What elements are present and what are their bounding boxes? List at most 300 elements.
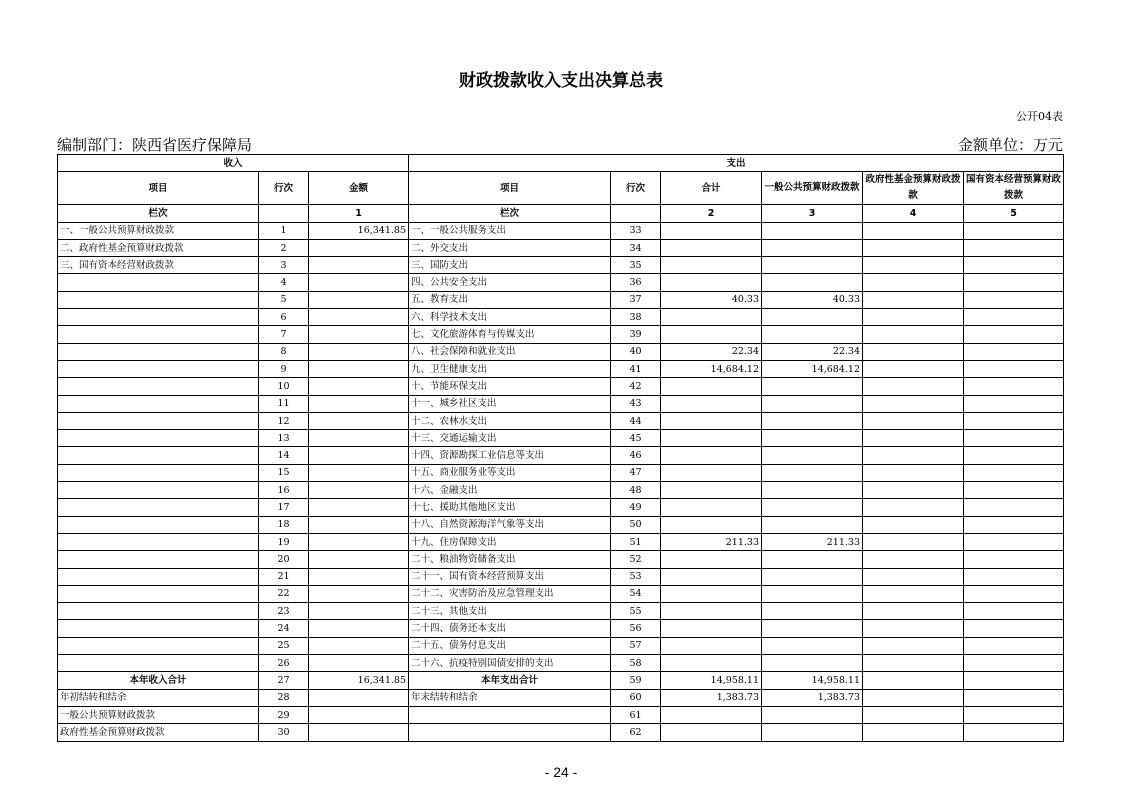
income-amount	[309, 551, 409, 568]
expense-state-capital	[964, 603, 1064, 620]
col-label: 栏次	[58, 205, 259, 222]
expense-item: 二十四、债务还本支出	[409, 620, 611, 637]
income-amount	[309, 447, 409, 464]
expense-gov-fund	[863, 585, 964, 602]
income-item	[58, 499, 259, 516]
expense-gov-fund	[863, 551, 964, 568]
table-row	[58, 585, 1064, 602]
income-row-no: 12	[259, 412, 309, 429]
income-row-no: 30	[259, 724, 309, 741]
income-item	[58, 309, 259, 326]
table-row	[58, 378, 1064, 395]
table-row	[58, 239, 1064, 256]
expense-total	[661, 222, 762, 239]
header-row-2	[58, 172, 1064, 205]
income-amount	[309, 499, 409, 516]
expense-item: 十四、资源勘探工业信息等支出	[409, 447, 611, 464]
expense-state-capital	[964, 620, 1064, 637]
income-row-no: 16	[259, 482, 309, 499]
expense-state-capital	[964, 291, 1064, 308]
expense-total	[661, 706, 762, 723]
expense-item: 七、文化旅游体育与传媒支出	[409, 326, 611, 343]
expense-row-no: 41	[611, 360, 661, 377]
expense-row-no: 42	[611, 378, 661, 395]
income-item	[58, 447, 259, 464]
expense-row-no: 60	[611, 689, 661, 706]
expense-row-no: 50	[611, 516, 661, 533]
income-row-no: 20	[259, 551, 309, 568]
expense-gov-fund	[863, 257, 964, 274]
income-row-no: 18	[259, 516, 309, 533]
expense-general	[762, 395, 863, 412]
expense-row-no: 47	[611, 464, 661, 481]
expense-row-no: 51	[611, 533, 661, 550]
expense-state-capital	[964, 689, 1064, 706]
expense-gov-fund	[863, 620, 964, 637]
income-row-no: 27	[259, 672, 309, 689]
unit-label: 金额单位：万元	[957, 136, 1063, 154]
expense-general: 211.33	[762, 533, 863, 550]
expense-item: 三、国防支出	[409, 257, 611, 274]
table-row	[58, 360, 1064, 377]
expense-gov-fund	[863, 482, 964, 499]
expense-row-no: 57	[611, 637, 661, 654]
income-amount	[309, 274, 409, 291]
expense-general	[762, 239, 863, 256]
income-row-no: 22	[259, 585, 309, 602]
expense-total	[661, 637, 762, 654]
expense-item: 十五、商业服务业等支出	[409, 464, 611, 481]
income-item: 二、政府性基金预算财政拨款	[58, 239, 259, 256]
expense-item: 二十五、债务付息支出	[409, 637, 611, 654]
income-row-no: 25	[259, 637, 309, 654]
expense-row-no: 52	[611, 551, 661, 568]
table-row	[58, 603, 1064, 620]
expense-item	[409, 724, 611, 741]
expense-state-capital	[964, 637, 1064, 654]
table-row	[58, 222, 1064, 239]
expense-item	[409, 706, 611, 723]
total-header: 合计	[661, 172, 762, 205]
expense-general: 14,958.11	[762, 672, 863, 689]
expense-gov-fund	[863, 516, 964, 533]
expense-state-capital	[964, 378, 1064, 395]
expense-row-no: 54	[611, 585, 661, 602]
expense-general: 1,383.73	[762, 689, 863, 706]
income-item	[58, 326, 259, 343]
expense-row-no: 37	[611, 291, 661, 308]
expense-state-capital	[964, 655, 1064, 672]
income-row-no: 26	[259, 655, 309, 672]
table-row	[58, 447, 1064, 464]
general-budget-header: 一般公共预算财政拨款	[762, 172, 863, 205]
expense-total	[661, 412, 762, 429]
expense-item: 十一、城乡社区支出	[409, 395, 611, 412]
expense-state-capital	[964, 706, 1064, 723]
column-index-row	[58, 205, 1064, 222]
expense-item: 五、教育支出	[409, 291, 611, 308]
income-row-no: 14	[259, 447, 309, 464]
income-amount	[309, 326, 409, 343]
expense-general	[762, 499, 863, 516]
table-row	[58, 464, 1064, 481]
gov-fund-header: 政府性基金预算财政拨款	[863, 172, 964, 205]
expense-item: 十、节能环保支出	[409, 378, 611, 395]
expense-state-capital	[964, 222, 1064, 239]
item2-header: 项目	[409, 172, 611, 205]
expense-gov-fund	[863, 430, 964, 447]
expense-state-capital	[964, 257, 1064, 274]
expense-item: 四、公共安全支出	[409, 274, 611, 291]
income-amount	[309, 378, 409, 395]
item-header: 项目	[58, 172, 259, 205]
expense-item: 本年支出合计	[409, 672, 611, 689]
expense-general	[762, 724, 863, 741]
table-row	[58, 637, 1064, 654]
expense-gov-fund	[863, 603, 964, 620]
income-row-no: 3	[259, 257, 309, 274]
income-amount: 16,341.85	[309, 222, 409, 239]
income-row-no: 24	[259, 620, 309, 637]
org-label: 编制部门：陕西省医疗保障局	[57, 136, 253, 154]
expense-state-capital	[964, 360, 1064, 377]
expense-general	[762, 326, 863, 343]
expense-total	[661, 309, 762, 326]
income-item	[58, 637, 259, 654]
expense-row-no: 35	[611, 257, 661, 274]
income-amount	[309, 430, 409, 447]
expense-total	[661, 378, 762, 395]
expense-total: 40.33	[661, 291, 762, 308]
income-amount	[309, 724, 409, 741]
expense-general	[762, 222, 863, 239]
expense-general	[762, 412, 863, 429]
expense-state-capital	[964, 672, 1064, 689]
income-item	[58, 655, 259, 672]
income-row-no: 9	[259, 360, 309, 377]
income-item: 一般公共预算财政拨款	[58, 706, 259, 723]
expense-item: 二十二、灾害防治及应急管理支出	[409, 585, 611, 602]
income-row-no: 21	[259, 568, 309, 585]
income-item	[58, 430, 259, 447]
report-title: 财政拨款收入支出决算总表	[459, 71, 663, 91]
income-amount	[309, 585, 409, 602]
income-item	[58, 585, 259, 602]
expense-gov-fund	[863, 274, 964, 291]
income-row-no: 1	[259, 222, 309, 239]
table-row	[58, 568, 1064, 585]
expense-item: 十九、住房保障支出	[409, 533, 611, 550]
expense-state-capital	[964, 274, 1064, 291]
income-row-no: 2	[259, 239, 309, 256]
expense-row-no: 48	[611, 482, 661, 499]
expense-general	[762, 464, 863, 481]
table-row	[58, 412, 1064, 429]
expense-gov-fund	[863, 724, 964, 741]
income-item	[58, 378, 259, 395]
expense-general	[762, 603, 863, 620]
income-item	[58, 533, 259, 550]
expense-total	[661, 603, 762, 620]
income-amount	[309, 655, 409, 672]
expense-general	[762, 430, 863, 447]
expense-row-no: 53	[611, 568, 661, 585]
col-index-2: 2	[661, 205, 762, 222]
expense-state-capital	[964, 412, 1064, 429]
expense-general	[762, 655, 863, 672]
expense-state-capital	[964, 395, 1064, 412]
expense-general: 14,684.12	[762, 360, 863, 377]
expense-total	[661, 724, 762, 741]
income-item	[58, 603, 259, 620]
expense-total	[661, 430, 762, 447]
income-row-no: 19	[259, 533, 309, 550]
income-item	[58, 360, 259, 377]
expense-item: 十七、援助其他地区支出	[409, 499, 611, 516]
expense-gov-fund	[863, 447, 964, 464]
expense-item: 十三、交通运输支出	[409, 430, 611, 447]
expense-general	[762, 706, 863, 723]
expense-general: 40.33	[762, 291, 863, 308]
expense-item: 二十六、抗疫特别国债安排的支出	[409, 655, 611, 672]
row-no-header: 行次	[259, 172, 309, 205]
expense-state-capital	[964, 239, 1064, 256]
expense-state-capital	[964, 326, 1064, 343]
expense-general	[762, 309, 863, 326]
header-row-1	[58, 155, 1064, 172]
table-row	[58, 620, 1064, 637]
budget-table	[57, 154, 1064, 742]
income-amount	[309, 257, 409, 274]
expense-gov-fund	[863, 395, 964, 412]
expense-total	[661, 239, 762, 256]
table-row	[58, 291, 1064, 308]
table-row	[58, 533, 1064, 550]
expense-total	[661, 274, 762, 291]
expense-gov-fund	[863, 672, 964, 689]
expense-gov-fund	[863, 309, 964, 326]
expense-general	[762, 551, 863, 568]
expense-row-no: 39	[611, 326, 661, 343]
expense-row-no: 34	[611, 239, 661, 256]
expense-state-capital	[964, 533, 1064, 550]
expense-row-no: 44	[611, 412, 661, 429]
income-item: 三、国有资本经营财政拨款	[58, 257, 259, 274]
table-row	[58, 430, 1064, 447]
income-item	[58, 291, 259, 308]
table-row	[58, 343, 1064, 360]
income-item	[58, 274, 259, 291]
income-item	[58, 568, 259, 585]
expense-item: 二、外交支出	[409, 239, 611, 256]
expense-total: 14,958.11	[661, 672, 762, 689]
empty-cell	[259, 205, 309, 222]
report-meta	[57, 134, 1063, 154]
expense-row-no: 56	[611, 620, 661, 637]
expense-general	[762, 637, 863, 654]
table-row	[58, 326, 1064, 343]
expense-total	[661, 464, 762, 481]
expense-row-no: 43	[611, 395, 661, 412]
expense-general	[762, 620, 863, 637]
col-index-5: 5	[964, 205, 1064, 222]
expense-total	[661, 655, 762, 672]
expense-state-capital	[964, 568, 1064, 585]
income-item	[58, 620, 259, 637]
income-amount: 16,341.85	[309, 672, 409, 689]
expense-general	[762, 585, 863, 602]
income-amount	[309, 516, 409, 533]
income-amount	[309, 360, 409, 377]
income-row-no: 7	[259, 326, 309, 343]
income-row-no: 5	[259, 291, 309, 308]
expense-gov-fund	[863, 343, 964, 360]
income-amount	[309, 568, 409, 585]
expense-item: 二十三、其他支出	[409, 603, 611, 620]
form-code: 公开04表	[1016, 110, 1063, 123]
table-row	[58, 499, 1064, 516]
income-item	[58, 343, 259, 360]
expense-gov-fund	[863, 378, 964, 395]
expense-total: 1,383.73	[661, 689, 762, 706]
income-row-no: 13	[259, 430, 309, 447]
expense-gov-fund	[863, 360, 964, 377]
expense-general	[762, 447, 863, 464]
expense-total	[661, 551, 762, 568]
table-row	[58, 724, 1064, 741]
expense-row-no: 61	[611, 706, 661, 723]
expense-total: 211.33	[661, 533, 762, 550]
table-row	[58, 482, 1064, 499]
expense-row-no: 55	[611, 603, 661, 620]
income-amount	[309, 464, 409, 481]
expense-item: 六、科学技术支出	[409, 309, 611, 326]
income-item	[58, 482, 259, 499]
income-item: 年初结转和结余	[58, 689, 259, 706]
expense-total	[661, 585, 762, 602]
page-number: - 24 -	[544, 764, 578, 780]
income-amount	[309, 291, 409, 308]
expense-general: 22.34	[762, 343, 863, 360]
table-row	[58, 551, 1064, 568]
expense-general	[762, 257, 863, 274]
expense-gov-fund	[863, 706, 964, 723]
income-row-no: 23	[259, 603, 309, 620]
income-row-no: 17	[259, 499, 309, 516]
col-label-2: 栏次	[409, 205, 611, 222]
expense-row-no: 62	[611, 724, 661, 741]
expense-gov-fund	[863, 412, 964, 429]
income-header: 收入	[58, 155, 409, 172]
expense-row-no: 36	[611, 274, 661, 291]
income-row-no: 10	[259, 378, 309, 395]
expense-row-no: 46	[611, 447, 661, 464]
income-amount	[309, 620, 409, 637]
income-item	[58, 464, 259, 481]
expense-row-no: 49	[611, 499, 661, 516]
income-amount	[309, 309, 409, 326]
expense-state-capital	[964, 724, 1064, 741]
expense-general	[762, 516, 863, 533]
expense-gov-fund	[863, 533, 964, 550]
expense-total: 14,684.12	[661, 360, 762, 377]
col-index-4: 4	[863, 205, 964, 222]
state-capital-header: 国有资本经营预算财政拨款	[964, 172, 1064, 205]
table-row	[58, 274, 1064, 291]
income-row-no: 11	[259, 395, 309, 412]
income-amount	[309, 689, 409, 706]
amount-header: 金额	[309, 172, 409, 205]
expense-state-capital	[964, 551, 1064, 568]
income-row-no: 4	[259, 274, 309, 291]
expense-item: 十八、自然资源海洋气象等支出	[409, 516, 611, 533]
expense-total	[661, 395, 762, 412]
expense-total	[661, 499, 762, 516]
expense-item: 年末结转和结余	[409, 689, 611, 706]
expense-general	[762, 274, 863, 291]
income-amount	[309, 482, 409, 499]
empty-cell	[611, 205, 661, 222]
expense-state-capital	[964, 430, 1064, 447]
expense-general	[762, 378, 863, 395]
expense-total	[661, 326, 762, 343]
expense-gov-fund	[863, 499, 964, 516]
table-row	[58, 309, 1064, 326]
expense-gov-fund	[863, 637, 964, 654]
expense-total	[661, 447, 762, 464]
expense-gov-fund	[863, 655, 964, 672]
expense-total	[661, 516, 762, 533]
expense-gov-fund	[863, 689, 964, 706]
income-amount	[309, 533, 409, 550]
expense-gov-fund	[863, 222, 964, 239]
table-row	[58, 655, 1064, 672]
expense-row-no: 40	[611, 343, 661, 360]
expense-item: 二十、粮油物资储备支出	[409, 551, 611, 568]
expense-header: 支出	[409, 155, 1064, 172]
income-amount	[309, 395, 409, 412]
table-row	[58, 516, 1064, 533]
expense-item: 九、卫生健康支出	[409, 360, 611, 377]
expense-row-no: 38	[611, 309, 661, 326]
expense-item: 一、一般公共服务支出	[409, 222, 611, 239]
income-amount	[309, 603, 409, 620]
income-row-no: 29	[259, 706, 309, 723]
expense-total	[661, 482, 762, 499]
expense-total	[661, 620, 762, 637]
income-row-no: 8	[259, 343, 309, 360]
income-amount	[309, 637, 409, 654]
expense-state-capital	[964, 309, 1064, 326]
expense-state-capital	[964, 499, 1064, 516]
expense-row-no: 59	[611, 672, 661, 689]
income-amount	[309, 706, 409, 723]
expense-state-capital	[964, 516, 1064, 533]
expense-general	[762, 482, 863, 499]
expense-total	[661, 257, 762, 274]
income-item: 本年收入合计	[58, 672, 259, 689]
income-item	[58, 395, 259, 412]
expense-gov-fund	[863, 464, 964, 481]
income-item: 一、一般公共预算财政拨款	[58, 222, 259, 239]
income-item	[58, 551, 259, 568]
expense-state-capital	[964, 343, 1064, 360]
table-row	[58, 706, 1064, 723]
income-amount	[309, 343, 409, 360]
col-index-3: 3	[762, 205, 863, 222]
expense-gov-fund	[863, 326, 964, 343]
expense-gov-fund	[863, 239, 964, 256]
